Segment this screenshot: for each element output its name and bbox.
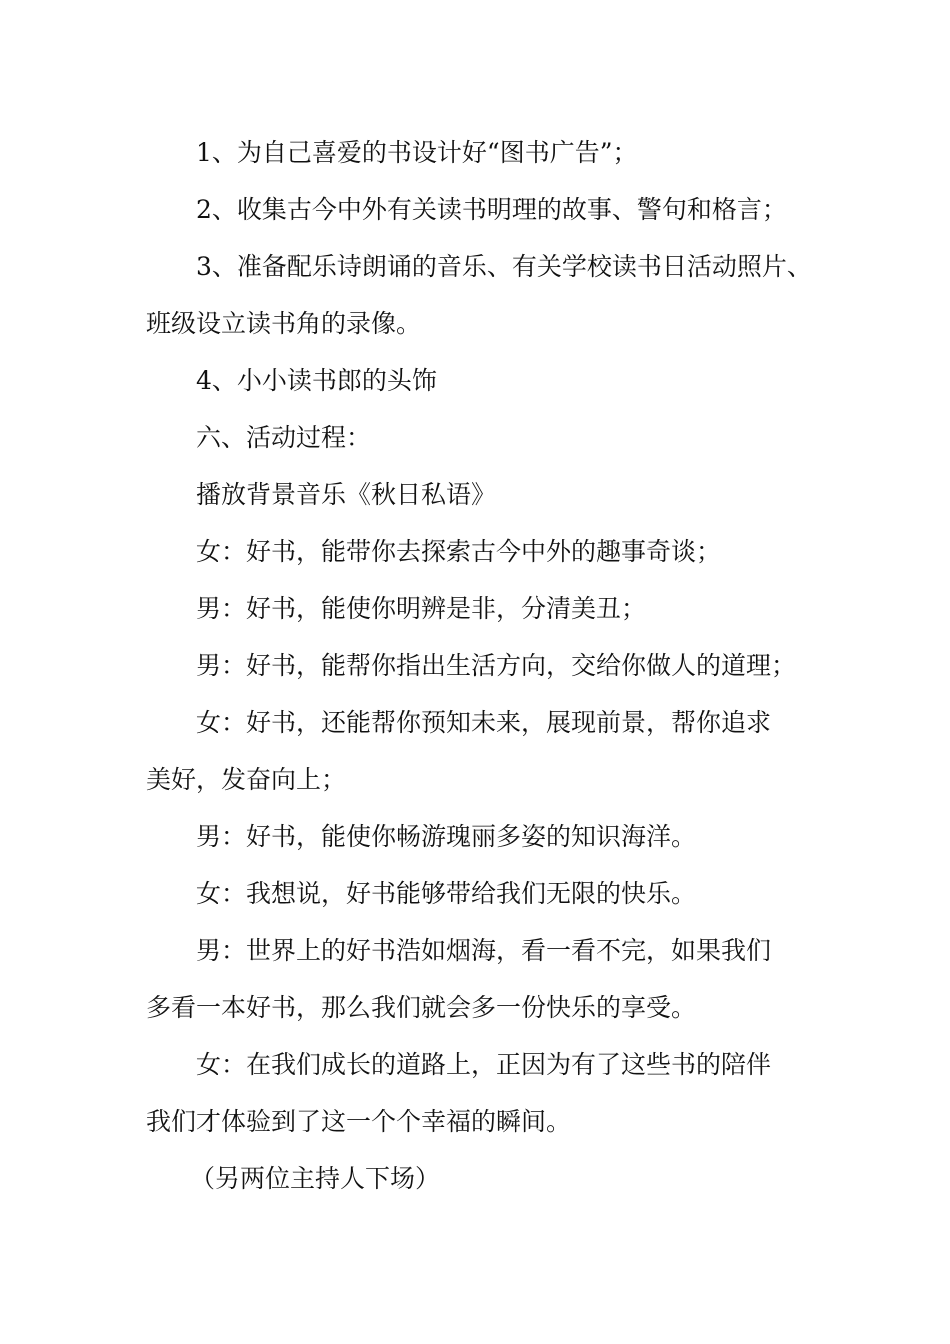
- stage-direction: （另两位主持人下场）: [190, 1164, 441, 1193]
- dialogue-line-continued: 美好，发奋向上；: [146, 765, 347, 794]
- dialogue-line: 男：好书，能使你明辨是非，分清美丑；: [196, 594, 647, 623]
- section-heading-activity-process: 六、活动过程：: [196, 423, 372, 452]
- dialogue-line: 男：好书，能使你畅游瑰丽多姿的知识海洋。: [196, 822, 697, 851]
- dialogue-line: 男：好书，能帮你指出生活方向，交给你做人的道理；: [196, 651, 797, 680]
- dialogue-line-continued: 多看一本好书，那么我们就会多一份快乐的享受。: [146, 993, 697, 1022]
- dialogue-line: 女：好书，能带你去探索古今中外的趣事奇谈；: [196, 537, 722, 566]
- text-line-background-music: 播放背景音乐《秋日私语》: [196, 480, 497, 509]
- dialogue-line: 女：好书，还能帮你预知未来，展现前景，帮你追求: [196, 708, 772, 737]
- text-line-prep-3: 3、准备配乐诗朗诵的音乐、有关学校读书日活动照片、: [196, 252, 812, 281]
- dialogue-line: 男：世界上的好书浩如烟海，看一看不完，如果我们: [196, 936, 772, 965]
- text-line-prep-1: 1、为自己喜爱的书设计好“图书广告”；: [196, 138, 638, 167]
- dialogue-line: 女：在我们成长的道路上，正因为有了这些书的陪伴: [196, 1050, 772, 1079]
- text-line-prep-2: 2、收集古今中外有关读书明理的故事、警句和格言；: [196, 195, 787, 224]
- text-line-prep-3-cont: 班级设立读书角的录像。: [146, 309, 422, 338]
- dialogue-line: 女：我想说，好书能够带给我们无限的快乐。: [196, 879, 697, 908]
- dialogue-line-continued: 我们才体验到了这一个个幸福的瞬间。: [146, 1107, 572, 1136]
- text-line-prep-4: 4、小小读书郎的头饰: [196, 366, 437, 395]
